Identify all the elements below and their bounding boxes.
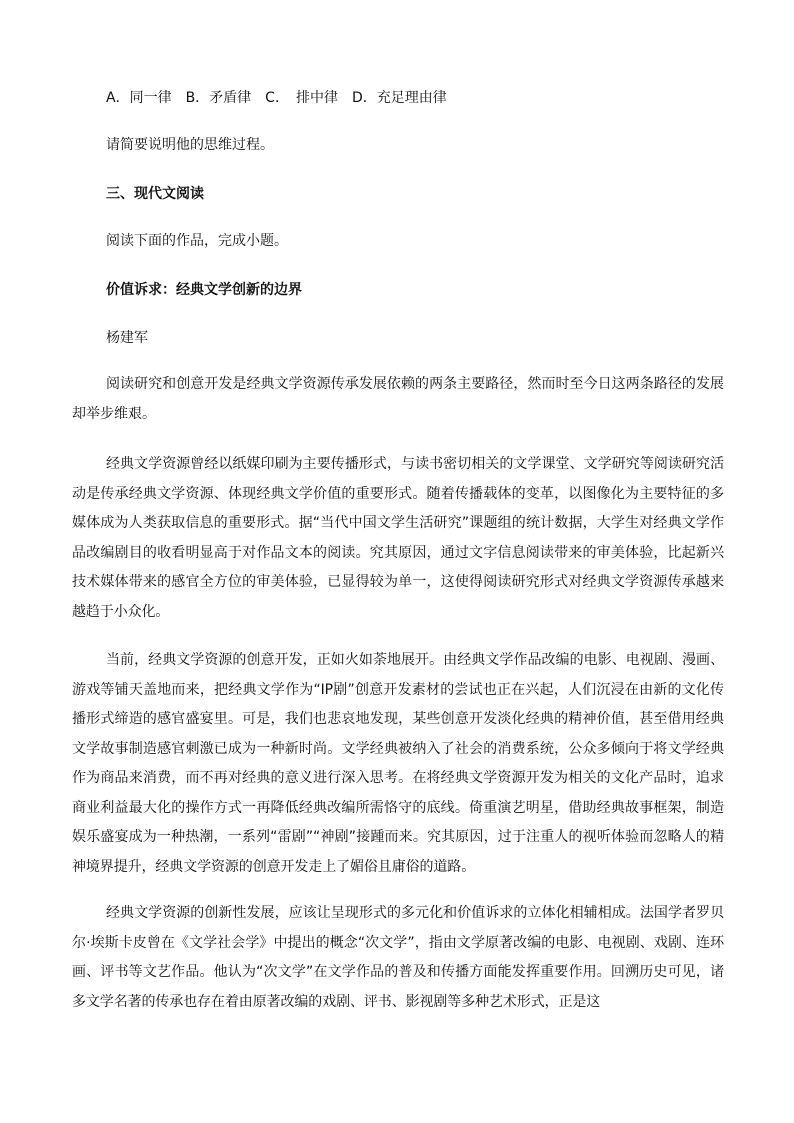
article-author: 杨建军 xyxy=(106,330,148,346)
section-heading: 三、现代文阅读 xyxy=(106,186,204,202)
body-paragraph-2: 经典文学资源曾经以纸媒印刷为主要传播形式，与读书密切相关的文学课堂、文学研究等阅读研究活动是传承经典文学资源、体现经典文学价值的重要形式。随着传播载体的变革，以图像化为主要特征的多媒体成为人类获取信息的重要形式。据“当代中国文学生活研究”课题组的统计数据，大学生对经典文学作品改编剧目的收看明显高于对作品文本的阅读。究其原因，通过文字信息阅读带来的审美体验，比起新兴技术媒体带来的感官全方位的审美体验，已显得较为单一，这使得阅读研究形式对经典文学资源传承越来越趋于小众化。 xyxy=(72,456,724,620)
body-paragraph-3: 当前，经典文学资源的创意开发，正如火如荼地展开。由经典文学作品改编的电影、电视剧、漫画、游戏等铺天盖地而来，把经典文学作为“IP剧”创意开发素材的尝试也正在兴起，人们沉浸在由新的文化传播形式缔造的感官盛宴里。可是，我们也悲哀地发现，某些创意开发淡化经典的精神价值，甚至借用经典文学故事制造感官刺激已成为一种新时尚。文学经典被纳入了社会的消费系统，公众多倾向于将文学经典作为商品来消费，而不再对经典的意义进行深入思考。在将经典文学资源开发为相关的文化产品时，追求商业利益最大化的操作方式一再降低经典改编所需恪守的底线。倚重演艺明星，借助经典故事框架，制造娱乐盛宴成为一种热潮，一系列“雷剧”“神剧”接踵而来。究其原因，过于注重人的视听体验而忽略人的精神境界提升，经典文学资源的创意开发走上了媚俗且庸俗的道路。 xyxy=(72,652,724,875)
reading-prompt: 阅读下面的作品，完成小题。 xyxy=(106,233,288,249)
body-paragraph-1: 阅读研究和创意开发是经典文学资源传承发展依赖的两条主要路径，然而时至今日这两条路径的发展却举步维艰。 xyxy=(72,376,724,422)
article-title: 价值诉求：经典文学创新的边界 xyxy=(106,282,302,298)
question-instruction: 请简要说明他的思维过程。 xyxy=(106,137,274,153)
answer-options: A．同一律 B．矛盾律 C． 排中律 D．充足理由律 xyxy=(106,90,447,106)
body-paragraph-4: 经典文学资源的创新性发展，应该让呈现形式的多元化和价值诉求的立体化相辅相成。法国学者罗贝尔·埃斯卡皮曾在《文学社会学》中提出的概念“次文学”，指由文学原著改编的电影、电视剧、戏剧、连环画、评书等文艺作品。他认为“次文学”在文学作品的普及和传播方面能发挥重要作用。回溯历史可见，诸多文学名著的传承也存在着由原著改编的戏剧、评书、影视剧等多种艺术形式，正是这 xyxy=(72,905,724,1010)
